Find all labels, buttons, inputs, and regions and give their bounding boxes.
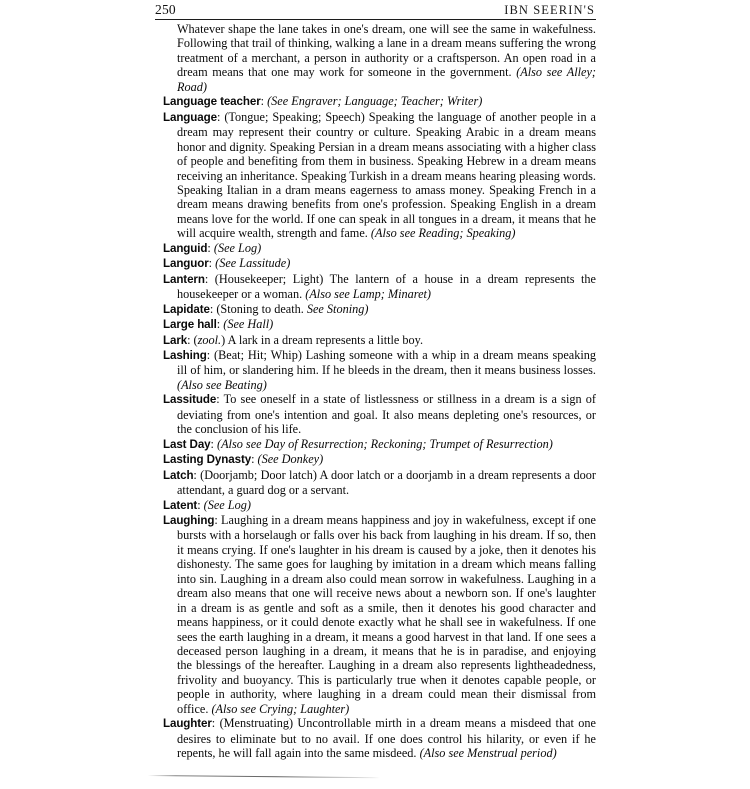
entry-headword: Latent (163, 498, 198, 512)
entry-lassitude (163, 392, 596, 436)
entry-text: : (197, 497, 204, 512)
entry-lantern (163, 272, 596, 302)
entry-lapidate (163, 302, 596, 317)
entry-cross-reference: zool. (197, 332, 222, 347)
entry-lasting-dynasty (163, 452, 596, 467)
entry-latent (163, 498, 596, 513)
entry-text: : To see oneself in a state of listlessness or stillness in a dream is a sign of deviating from one's intention and goal. It also means depleting one's resources, or the conclusion of his life. (177, 392, 596, 437)
scan-artifact-line (148, 775, 380, 778)
entry-cross-reference: (See Lassitude) (215, 256, 291, 271)
entry-text: : (208, 256, 216, 271)
entry-text: : (Beat; Hit; Whip) Lashing someone with a whip in a dream means speaking ill of him, or slandering him. If he bleeds in the dream, then it means business losses. (177, 347, 596, 378)
entry-cross-reference: (Also see Crying; Laughter) (211, 701, 350, 716)
entry-headword: Last Day (163, 437, 211, 451)
entry-cross-reference: (See Hall) (223, 317, 274, 332)
page-number: 250 (155, 2, 176, 17)
entry-latch (163, 468, 596, 498)
entry-text: : (260, 94, 268, 109)
entry-text: : (216, 317, 224, 332)
entry-text: : (207, 240, 214, 255)
entry-text: ) A lark in a dream represents a little boy. (221, 332, 424, 347)
header-rule (155, 19, 596, 20)
entry-text: : (Tongue; Speaking; Speech) Speaking the language of another people in a dream may represent their country or culture. Speaking Arabic in a dream means honor and dignity. Speaking Persian in a dream means associating with a higher class of people and benefiting from them in business. Speaking Hebrew in a dream means receiving an inheritance. Speaking Turkish in a dream means hearing pleasing words. Speaking Italian in a dram means eagerness to amass money. Speaking French in a dream means drawing benefits from one's profession. Speaking English in a dream means love for the world. If one can speak in all tongues in a dream, it means that he will acquire wealth, strength and fame. (177, 109, 596, 241)
entry-languor (163, 256, 596, 271)
entry-text: : (Doorjamb; Door latch) A door latch or a doorjamb in a dream represents a door attendant, a guard dog or a servant. (177, 467, 596, 498)
entry-laughing (163, 513, 596, 716)
entry-language (163, 110, 596, 241)
entry-headword: Laughing (163, 513, 215, 527)
text-column (163, 22, 596, 761)
entry-last-day (163, 437, 596, 452)
entry-cross-reference: (Also see Day of Resurrection; Reckoning; Trumpet of Resurrection) (217, 436, 553, 451)
entry-cross-reference: (Also see Reading; Speaking) (370, 226, 516, 241)
entry-text: : (251, 452, 258, 467)
entry-headword: Lashing (163, 348, 207, 362)
entry-cross-reference: (Also see Beating) (177, 377, 267, 392)
entry-cross-reference: (See Donkey) (257, 452, 324, 467)
running-title: IBN SEERIN'S (504, 3, 595, 17)
entry-cross-reference: (Also see Alley; Road) (177, 65, 596, 94)
entry-headword: Lasting Dynasty (163, 453, 252, 467)
entry-languid (163, 241, 596, 256)
entry-text: : (210, 436, 217, 451)
running-head (155, 2, 595, 19)
entry-headword: Lapidate (163, 302, 210, 316)
entry-lashing (163, 348, 596, 392)
entry-cross-reference: (See Log) (213, 240, 262, 255)
entry-cross-reference: See Stoning) (306, 301, 369, 316)
entry-cross-reference: (See Engraver; Language; Teacher; Writer) (267, 94, 483, 109)
entry-lark (163, 333, 596, 348)
entry-laughter (163, 716, 596, 760)
entry-text: : Laughing in a dream means happiness and joy in wakefulness, except if one bursts with a horselaugh or falls over his back from laughing in his dream. If so, then it means crying. If one's laughter in his dream is caused by a joke, then it denotes his dishonesty. The same goes for laughing by imitation in a dream which means falling into sin. Laughing in a dream also could mean sorrow in wakefulness. Laughing in a dream also means that one will receive news about a newborn son. If one's laughter in a dream is as gentle and soft as a smile, then it denotes his good character and means happiness, or it could denote exactly what he shall see in wakefulness. If one sees the earth laughing in a dream, it means a good harvest in that land. If one sees a deceased person laughing in a dream, it means that he is in paradise, and enjoying the blessings of the hereafter. Laughing in a dream also represents lightheadedness, frivolity and buoyancy. This is particularly true when it denotes capable people, or people in authority, where laughing in a dream could mean their dismissal from office. (177, 512, 596, 716)
entry-text: : ( (187, 332, 198, 347)
entry-language-teacher (163, 94, 596, 109)
entry-headword: Language (163, 110, 217, 124)
entry-cross-reference: (See Log) (203, 497, 251, 512)
entry-text: : (Menstruating) Uncontrollable mirth in a dream means a misdeed that one desires to eliminate but to no avail. If one does control his hilarity, or even if he repents, he will fall again into the same misdeed. (177, 716, 596, 761)
entry-headword: Language teacher (163, 95, 261, 109)
entry-lane-continuation (163, 22, 596, 94)
entry-headword: Lark (163, 333, 188, 347)
entry-large-hall (163, 317, 596, 332)
entry-text: Whatever shape the lane takes in one's dream, one will see the same in wakefulness. Following that trail of thinking, walking a lane in a dream means suffering the wrong treatment of a merchant, a person in authority or a craftsperson. An open road in a dream means that one may work for someone in the government. (177, 22, 596, 80)
entry-headword: Large hall (163, 318, 217, 332)
entry-headword: Languor (163, 257, 209, 271)
entry-headword: Languid (163, 241, 208, 255)
entry-headword: Lassitude (163, 393, 217, 407)
entry-text: : (Stoning to death. (209, 301, 307, 316)
entry-text: : (Housekeeper; Light) The lantern of a house in a dream represents the housekeeper or a woman. (177, 271, 596, 302)
entry-cross-reference: (Also see Lamp; Minaret) (305, 287, 432, 302)
entry-cross-reference: (Also see Menstrual period) (419, 746, 557, 761)
entry-headword: Lantern (163, 272, 205, 286)
entry-headword: Laughter (163, 717, 212, 731)
entry-headword: Latch (163, 468, 194, 482)
